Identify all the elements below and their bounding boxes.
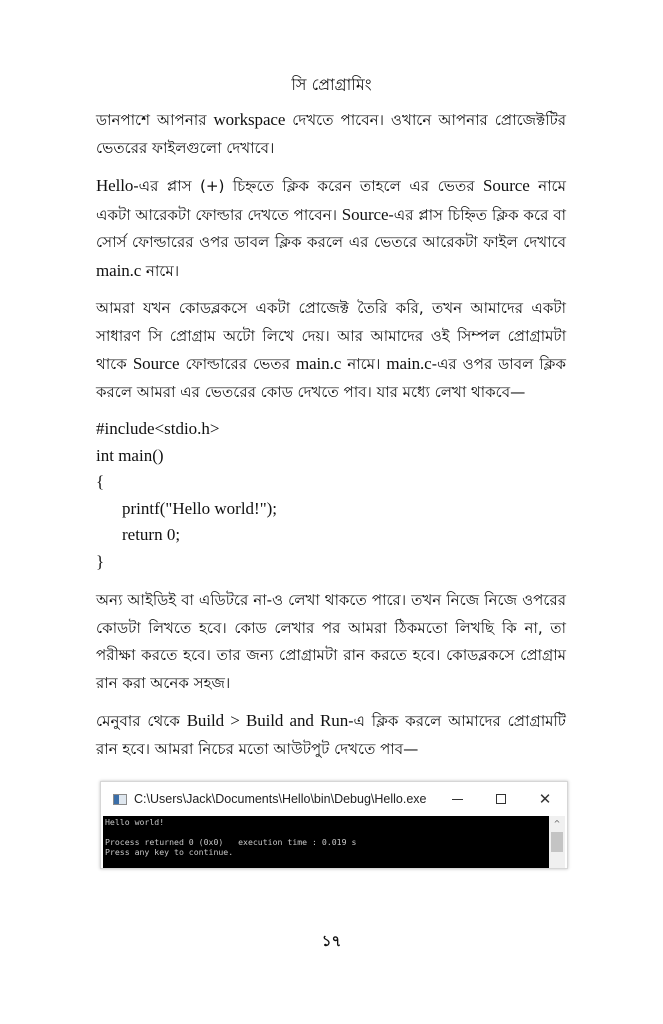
latin-term: Source [483, 176, 530, 195]
text-span: ডানপাশে আপনার [96, 111, 214, 129]
latin-term: Hello [96, 176, 134, 195]
running-header: সি প্রোগ্রামিং [291, 75, 372, 94]
text-span: নামে। [141, 261, 180, 280]
code-line: printf("Hello world!"); [122, 498, 278, 518]
text-span: নামে একটা আরেকটা ফোল্ডার দেখতে পাবেন। [96, 177, 566, 224]
text-span: -এর প্লাস (+) চিহ্নতে ক্লিক করেন তাহলে এর ভেতর [133, 177, 484, 195]
code-line: #include<stdio.h> [96, 419, 220, 438]
code-line: return 0; [122, 525, 181, 544]
console-output [103, 816, 549, 868]
text-span: নামে। [341, 355, 387, 373]
text-span: দেখতে পাবেন। ওখানে আপনার প্রোজেক্টটির ভেতরের ফাইলগুলো দেখাবে। [96, 111, 566, 157]
latin-term: main.c [295, 354, 342, 373]
code-line: int main() [96, 445, 164, 465]
page-body [96, 106, 566, 773]
console-scrollbar [549, 816, 565, 868]
console-app-icon [113, 794, 127, 805]
text-span: ফোল্ডারের ভেতর [179, 355, 296, 373]
console-titlebar [101, 782, 567, 816]
scroll-up-arrow-icon: ^ [553, 818, 561, 828]
paragraph-other-ide [96, 587, 566, 697]
minimize-icon [435, 782, 479, 816]
paragraph-main-c [96, 295, 566, 406]
text-span: অন্য আইডিই বা এডিটরে না-ও লেখা থাকতে পারে। তখন নিজে নিজে ওপরের কোডটা লিখতে হবে। কোড লেখার পর আমরা ঠিকমতো লিখছি কি না, তা পরীক্ষা করতে হবে। তার জন্য প্রোগ্রামটা রান করতে হবে। কোডব্লকসে প্রোগ্রাম রান করা অনেক সহজ। [96, 591, 566, 692]
paragraph-workspace [96, 106, 566, 162]
text-span: -এ ক্লিক করলে আমাদের প্রোগ্রামটি রান হবে। আমরা নিচের মতো আউটপুট দেখতে পাব— [96, 712, 566, 758]
console-line: Process returned 0 (0x0) execution time : 0.019 s [105, 837, 357, 847]
text-span: আমরা যখন কোডব্লকসে একটা প্রোজেক্ট তৈরি করি, তখন আমাদের একটা সাধারণ সি প্রোগ্রাম অটো লিখে দেয়। আর আমাদের ওই সিম্পল প্রোগ্রামটা থাকে [96, 299, 566, 373]
text-span: মেনুবার থেকে [96, 712, 187, 730]
console-line: Hello world! [105, 817, 165, 827]
paragraph-source-folder [96, 172, 566, 285]
code-line: { [96, 472, 105, 491]
maximize-icon [479, 782, 523, 816]
text-span: -এর প্লাস চিহ্নিত ক্লিক করে বা সোর্স ফোল্ডারের ওপর ডাবল ক্লিক করলে এর ভেতরে আরেকটা ফাইল দেখাবে [96, 205, 566, 251]
latin-term: Build > Build and Run [186, 711, 349, 730]
code-line: } [96, 551, 105, 571]
text-span: -এর ওপর ডাবল ক্লিক করলে আমরা এর ভেতরের কোড দেখতে পাব। যার মধ্যে লেখা থাকবে— [96, 355, 566, 401]
latin-term: Source [132, 354, 180, 373]
close-icon: ✕ [538, 790, 552, 808]
latin-term: Source [341, 204, 389, 224]
code-listing [96, 416, 566, 575]
page-number: ১৭ [321, 932, 342, 950]
console-line [105, 827, 547, 837]
latin-term: workspace [213, 110, 286, 129]
latin-term: main.c [96, 260, 142, 280]
console-output-area [103, 816, 565, 868]
paragraph-build-run [96, 707, 566, 763]
console-window-screenshot [100, 781, 568, 869]
console-line: Press any key to continue. [105, 847, 234, 857]
scroll-thumb [551, 832, 563, 852]
console-title: C:\Users\Jack\Documents\Hello\bin\Debug\Hello.exe [134, 792, 427, 806]
latin-term: main.c [386, 354, 432, 373]
